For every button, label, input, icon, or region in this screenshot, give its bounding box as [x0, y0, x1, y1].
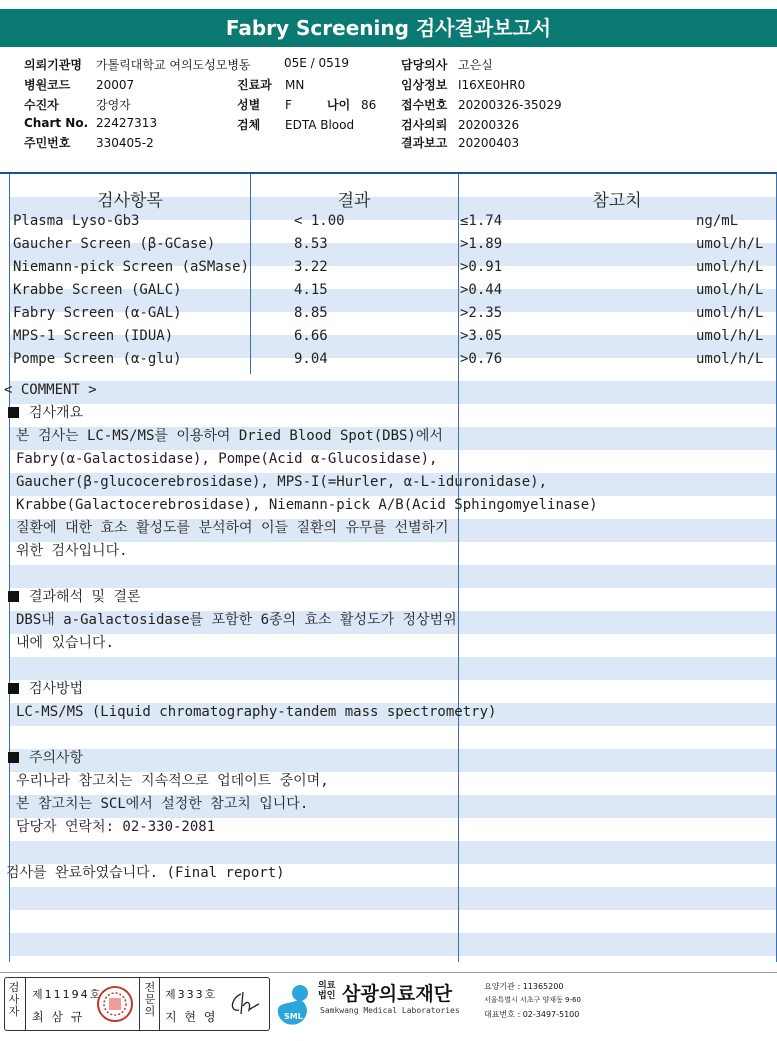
- unit-cell: umol/h/L: [696, 282, 764, 298]
- org-english-name: Samkwang Medical Laboratories: [320, 1006, 460, 1015]
- reference-cell: >3.05: [460, 328, 503, 344]
- table-row: [13, 302, 767, 325]
- sml-logo-icon: [270, 979, 314, 1029]
- age-field: 나이 86: [327, 98, 377, 112]
- bullet-square-icon: [8, 752, 19, 763]
- institution-field: 의뢰기관명 가톨릭대학교 여의도성모병동: [24, 58, 251, 72]
- footer: [0, 972, 777, 1041]
- overview-line: 본 검사는 LC-MS/MS를 이용하여 Dried Blood Spot(DBS)에서: [16, 428, 443, 444]
- header-item: 검사항목: [97, 191, 163, 211]
- table-row: [13, 256, 767, 279]
- reference-cell: ≤1.74: [460, 213, 503, 229]
- interpretation-line: 내에 있습니다.: [16, 635, 115, 651]
- clinical-info-field: 임상정보 I16XE0HR0: [401, 78, 526, 92]
- specialist-name: 지 현 영: [165, 1010, 218, 1024]
- test-item-cell: Niemann-pick Screen (aSMase): [13, 259, 250, 275]
- overview-line: Fabry(α-Galactosidase), Pompe(Acid α-Glucosidase),: [16, 451, 438, 467]
- unit-cell: umol/h/L: [696, 328, 764, 344]
- org-prefix: 의료법인: [318, 981, 336, 1001]
- reference-cell: >0.76: [460, 351, 503, 367]
- overview-line: Krabbe(Galactocerebrosidase), Niemann-pick A/B(Acid Sphingomyelinase): [16, 497, 598, 513]
- ward-field: 05E / 0519: [284, 56, 350, 70]
- specialist-label: 전문의: [144, 981, 156, 1018]
- hospital-code-field: 병원코드 20007: [24, 78, 135, 92]
- org-phone: 대표번호 : 02-3497-5100: [484, 1010, 580, 1019]
- svg-text:SML: SML: [284, 1012, 303, 1021]
- overview-section: 검사개요: [8, 402, 83, 425]
- unit-cell: umol/h/L: [696, 305, 764, 321]
- header-reference: 참고치: [592, 191, 642, 211]
- tester-name: 최 삼 규: [32, 1010, 85, 1024]
- result-cell: 6.66: [294, 328, 328, 344]
- org-name: 삼광의료재단: [342, 983, 453, 1005]
- test-item-cell: Plasma Lyso-Gb3: [13, 213, 140, 229]
- interpretation-line: DBS내 a-Galactosidase를 포함한 6종의 효소 활성도가 정상범위: [16, 612, 457, 628]
- result-cell: < 1.00: [294, 213, 345, 229]
- table-row: [13, 325, 767, 348]
- bullet-square-icon: [8, 683, 19, 694]
- tester-label: 검사자: [8, 981, 20, 1018]
- bullet-square-icon: [8, 591, 19, 602]
- specimen-field: 검체 EDTA Blood: [237, 118, 355, 132]
- reference-cell: >0.91: [460, 259, 503, 275]
- test-item-cell: Krabbe Screen (GALC): [13, 282, 182, 298]
- result-cell: 8.53: [294, 236, 328, 252]
- overview-line: 질환에 대한 효소 활성도를 분석하여 이들 질환의 유무를 선별하기: [16, 520, 449, 536]
- report-title: Fabry Screening 검사결과보고서: [0, 9, 777, 47]
- method-line: LC-MS/MS (Liquid chromatography-tandem mass spectrometry): [16, 704, 497, 720]
- handwritten-signature: [227, 988, 261, 1020]
- signature-box: [4, 977, 270, 1031]
- reference-cell: >2.35: [460, 305, 503, 321]
- reference-cell: >1.89: [460, 236, 503, 252]
- test-item-cell: Gaucher Screen (β-GCase): [13, 236, 216, 252]
- receipt-no-field: 접수번호 20200326-35029: [401, 98, 562, 112]
- org-code: 요양기관 : 11365200: [484, 982, 564, 991]
- table-row: [13, 233, 767, 256]
- caution-line: 본 참고치는 SCL에서 설정한 참고치 입니다.: [16, 796, 309, 812]
- resident-no-field: 주민번호 330405-2: [24, 136, 154, 150]
- department-field: 진료과 MN: [237, 78, 305, 92]
- result-cell: 8.85: [294, 305, 328, 321]
- org-address: 서울특별시 서초구 양재동 9-60: [484, 996, 581, 1004]
- caution-line: 담당자 연락처: 02-330-2081: [16, 819, 216, 835]
- test-item-cell: Pompe Screen (α-glu): [13, 351, 182, 367]
- unit-cell: umol/h/L: [696, 259, 764, 275]
- bullet-square-icon: [8, 407, 19, 418]
- interpretation-section: 결과해석 및 결론: [8, 586, 141, 609]
- overview-line: Gaucher(β-glucocerebrosidase), MPS-I(=Hurler, α-L-iduronidase),: [16, 474, 548, 490]
- unit-cell: ng/mL: [696, 213, 739, 229]
- unit-cell: umol/h/L: [696, 351, 764, 367]
- caution-section: 주의사항: [8, 747, 83, 770]
- method-section: 검사방법: [8, 678, 83, 701]
- sex-field: 성별 F: [237, 98, 292, 112]
- overview-line: 위한 검사입니다.: [16, 543, 128, 559]
- chart-no-field: Chart No. 22427313: [24, 116, 158, 130]
- table-row: [13, 279, 767, 302]
- reference-cell: >0.44: [460, 282, 503, 298]
- unit-cell: umol/h/L: [696, 236, 764, 252]
- result-cell: 9.04: [294, 351, 328, 367]
- tester-license-no: 제11194호: [32, 988, 103, 1001]
- seal-stamp-icon: [95, 984, 135, 1024]
- comment-heading: < COMMENT >: [4, 382, 97, 398]
- table-row: [13, 210, 767, 233]
- caution-line: 우리나라 참고치는 지속적으로 업데이트 중이며,: [16, 773, 329, 789]
- specialist-license-no: 제333호: [165, 988, 218, 1001]
- test-item-cell: Fabry Screen (α-GAL): [13, 305, 182, 321]
- left-rule: [9, 174, 10, 962]
- patient-field: 수진자 강영자: [24, 98, 131, 112]
- request-date-field: 검사의뢰 20200326: [401, 118, 520, 132]
- final-note: 검사를 완료하였습니다. (Final report): [6, 865, 285, 881]
- test-item-cell: MPS-1 Screen (IDUA): [13, 328, 174, 344]
- report-date-field: 결과보고 20200403: [401, 136, 520, 150]
- physician-field: 담당의사 고은실: [401, 58, 493, 72]
- table-row: [13, 348, 767, 371]
- results-panel: [0, 172, 777, 962]
- result-cell: 4.15: [294, 282, 328, 298]
- header-result: 결과: [337, 191, 371, 211]
- result-cell: 3.22: [294, 259, 328, 275]
